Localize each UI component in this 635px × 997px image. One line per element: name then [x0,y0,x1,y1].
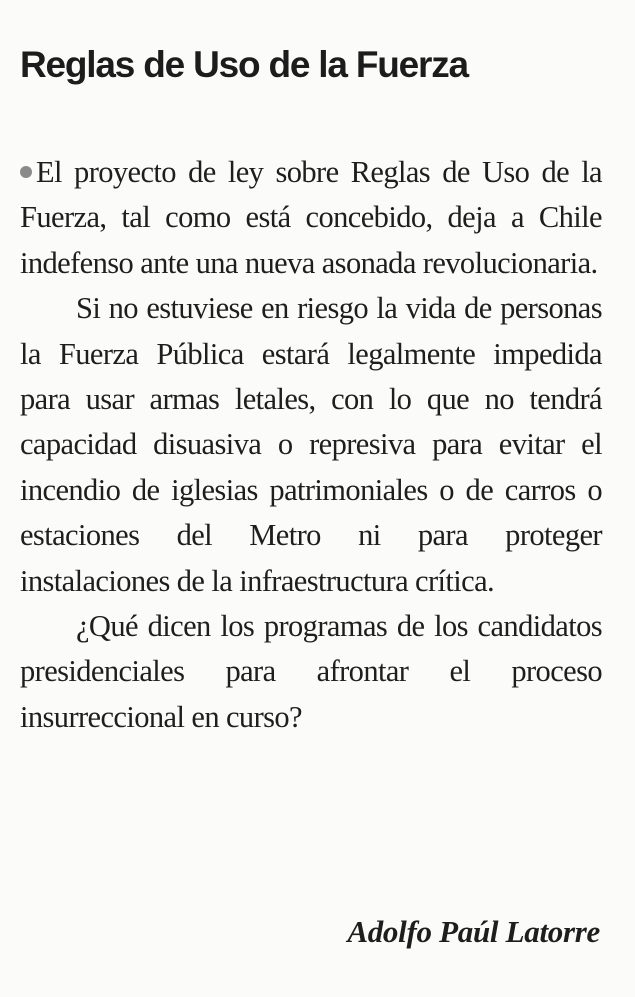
paragraph-1-text: El proyecto de ley sobre Reglas de Uso de la Fuerza, tal como está concebido, deja a Chile indefenso ante una nueva asonada revolucionaria. [20,155,602,280]
paragraph-1 [20,150,602,286]
paragraph-2: Si no estuviese en riesgo la vida de personas la Fuerza Pública estará legalmente impedida para usar armas letales, con lo que no tendrá capacidad disuasiva o represiva para evitar el incendio de iglesias patrimoniales o de carros o estaciones del Metro ni para proteger instalaciones de la infraestructura crítica. [20,291,602,598]
bullet-icon [20,166,32,178]
paragraph-3: ¿Qué dicen los programas de los candidatos presidenciales para afrontar el proceso insurreccional en curso? [20,609,602,734]
author-signature: Adolfo Paúl Latorre [347,914,600,949]
article-body [20,150,602,740]
headline: Reglas de Uso de la Fuerza [20,44,468,85]
